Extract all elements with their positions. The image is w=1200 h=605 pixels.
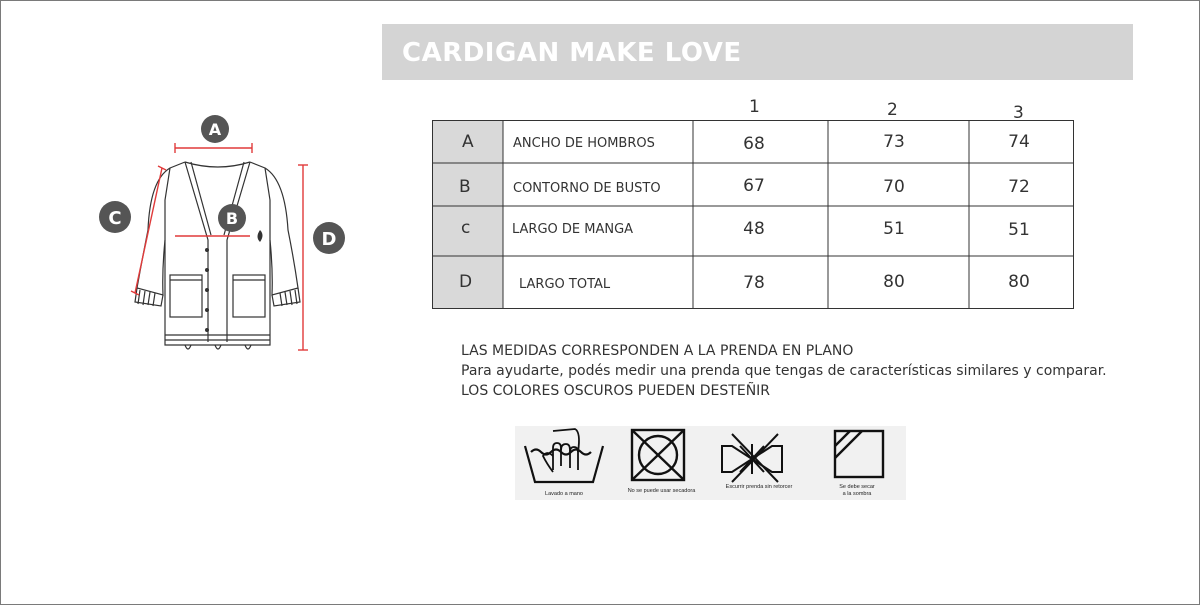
row-c-code: c [461,218,471,238]
svg-text:B: B [225,209,239,228]
care-no-wring [710,426,808,500]
row-c-size-1: 48 [743,219,765,239]
row-d-code: D [459,272,473,292]
title-band [382,24,1133,80]
row-d-size-3: 80 [1008,272,1030,292]
marker-b [218,204,246,232]
row-b-size-2: 70 [883,177,905,197]
no-tumble-dry-icon [613,426,710,486]
size-table [432,120,1074,309]
row-b-size-1: 67 [743,176,765,196]
note-flat-measure: LAS MEDIDAS CORRESPONDEN A LA PRENDA EN PLANO [461,343,854,359]
row-b-size-3: 72 [1008,177,1030,197]
dry-in-shade-icon [808,426,906,486]
row-c-size-2: 51 [883,219,905,239]
row-b-label: CONTORNO DE BUSTO [513,181,661,196]
row-a-size-1: 68 [743,134,765,154]
note-compare-tip: Para ayudarte, podés medir una prenda que tengas de características similares y comparar. [461,363,1107,379]
no-wring-icon [710,426,808,486]
row-c-size-3: 51 [1008,220,1030,240]
size-column-2: 2 [887,100,898,120]
svg-text:C: C [108,208,122,229]
size-column-3: 3 [1013,103,1024,123]
row-c-label: LARGO DE MANGA [512,222,634,237]
care-no-tumble-dry [613,426,710,500]
size-column-1: 1 [749,97,760,117]
marker-a [201,115,229,143]
row-a-size-3: 74 [1008,132,1030,152]
marker-c [99,201,131,233]
row-d-size-2: 80 [883,272,905,292]
care-dry-in-shade-caption-line-1: Se debe secar [839,484,875,490]
row-a-label: ANCHO DE HOMBROS [513,136,655,151]
note-dark-colors: LOS COLORES OSCUROS PUEDEN DESTEÑIR [461,383,771,399]
row-d-label: LARGO TOTAL [519,277,611,292]
care-dry-in-shade-caption [808,484,906,497]
care-hand-wash [515,426,613,500]
svg-text:D: D [321,229,337,250]
svg-text:A: A [208,120,222,139]
care-dry-in-shade [808,426,906,500]
care-hand-wash-caption: Lavado a mano [545,491,583,497]
hand-wash-icon [515,426,613,486]
care-no-tumble-dry-caption: No se puede usar secadora [627,488,696,494]
measurement-notes [461,341,1107,401]
row-a-size-2: 73 [883,132,905,152]
row-a-code: A [462,132,474,152]
marker-d [313,222,345,254]
row-d-size-1: 78 [743,273,765,293]
care-no-wring-caption: Escurrir prenda sin retorcer [725,484,793,490]
page-title: CARDIGAN MAKE LOVE [402,38,742,68]
cardigan-illustration [90,110,360,360]
row-b-code: B [459,177,471,197]
care-instructions [515,426,906,500]
care-dry-in-shade-caption-line-2: a la sombra [842,490,872,497]
